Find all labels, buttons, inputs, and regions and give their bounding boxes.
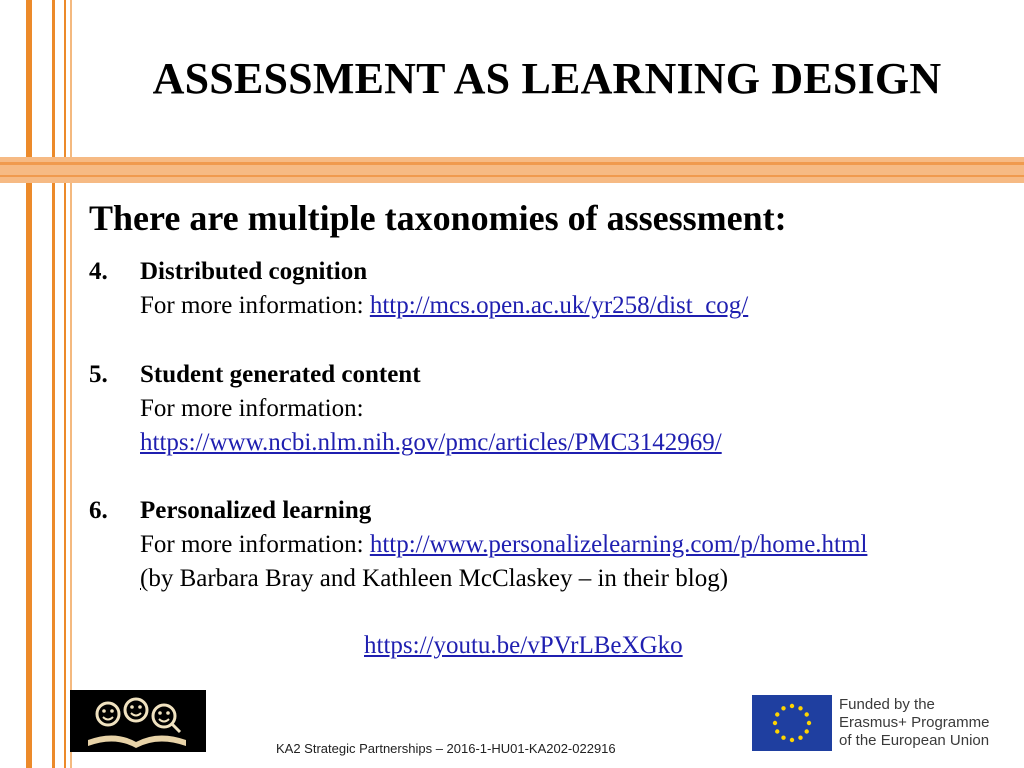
eu-star [798, 736, 802, 740]
eu-star [775, 712, 779, 716]
item-number: 5. [89, 361, 108, 388]
left-accent-bar [52, 0, 55, 768]
item-heading: Personalized learning [140, 497, 372, 524]
eu-star [798, 706, 802, 710]
eu-star [775, 729, 779, 733]
project-logo [70, 690, 206, 752]
eu-star [805, 712, 809, 716]
eu-star [773, 721, 777, 725]
eu-star [790, 738, 794, 742]
left-accent-bar [26, 0, 32, 768]
item-note: (by Barbara Bray and Kathleen McClaskey – in their blog) [140, 565, 729, 592]
info-label: For more information: [140, 395, 364, 422]
item-number: 4. [89, 258, 108, 285]
left-accent-bar [64, 0, 66, 768]
info-label: For more information: [140, 292, 364, 319]
eu-flag-icon [752, 695, 832, 751]
slide-subtitle: There are multiple taxonomies of assessment: [89, 198, 787, 238]
dist-cog-link[interactable]: http://mcs.open.ac.uk/yr258/dist_cog/ [369, 292, 749, 319]
eu-star [781, 706, 785, 710]
eu-notice-line: Erasmus+ Programme [839, 714, 990, 731]
header-divider-band [0, 157, 1024, 183]
eu-notice-line: Funded by the [839, 696, 935, 713]
info-label: For more information: [140, 531, 364, 558]
eu-star [781, 736, 785, 740]
left-accent-bar [70, 0, 72, 768]
item-heading: Student generated content [140, 361, 421, 388]
eu-star [805, 729, 809, 733]
personalize-learning-link[interactable]: http://www.personalizelearning.com/p/home.html [369, 531, 868, 558]
eu-notice-line: of the European Union [839, 732, 990, 749]
slide-title: ASSESSMENT AS LEARNING DESIGN [152, 54, 942, 103]
footer-text: KA2 Strategic Partnerships – 2016-1-HU01-KA202-022916 [276, 741, 616, 756]
ncbi-article-link[interactable]: https://www.ncbi.nlm.nih.gov/pmc/articles/PMC3142969/ [140, 429, 722, 456]
item-heading: Distributed cognition [140, 258, 368, 285]
eu-funding-notice [752, 695, 998, 753]
item-number: 6. [89, 497, 108, 524]
eu-star [807, 721, 811, 725]
youtube-video-link[interactable]: https://youtu.be/vPVrLBeXGko [364, 632, 683, 659]
eu-star [790, 704, 794, 708]
